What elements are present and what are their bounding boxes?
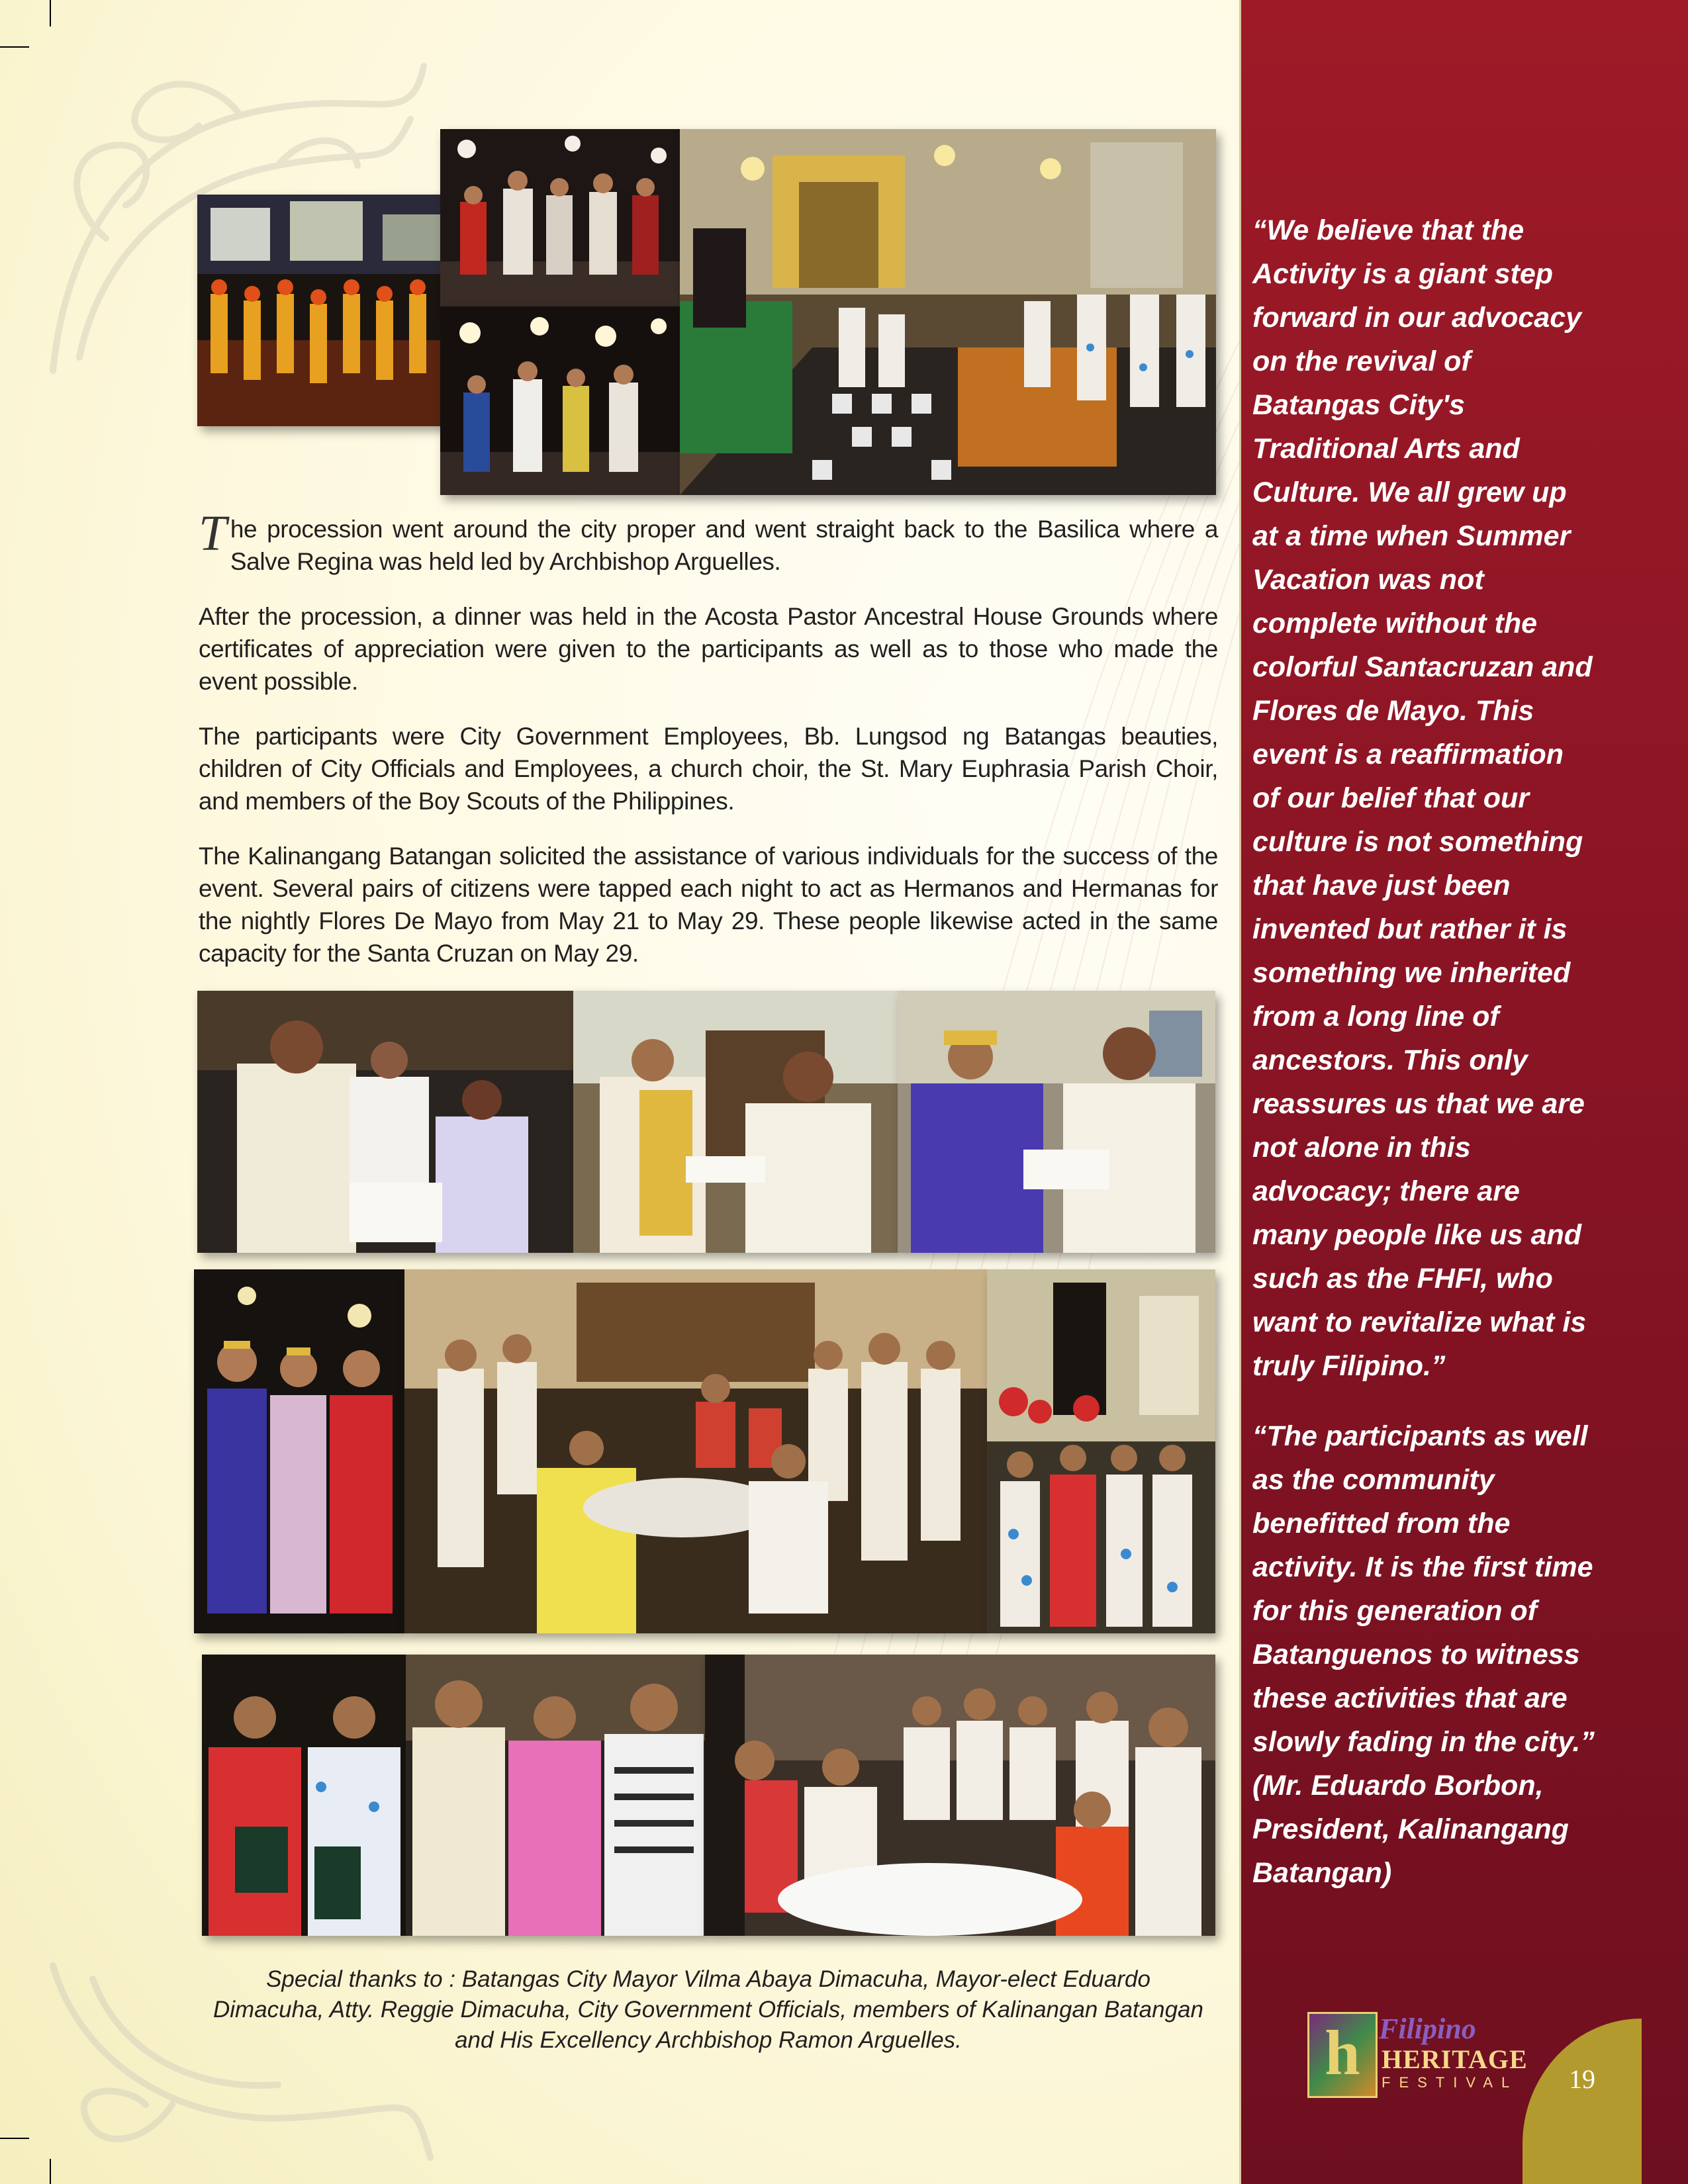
officials-standing-photo [406,1655,705,1936]
certificate-handover-photo-2 [573,991,898,1253]
article-paragraph-4: The Kalinangang Batangan solicited the assistance of various individuals for the success of the event. Several pairs of citizens were tapped each night to act as Hermanos and Hermanas for the nightly Flores De Mayo from May 21 to May 29. These people likewise acted in the same capacity for the Santa Cruzan on May 29. [199,842,1218,967]
article-paragraph-1-text: he procession went around the city proper and went straight back to the Basilica where a Salve Regina was held led by Archbishop Arguelles. [230,516,1218,575]
special-thanks-caption: Special thanks to : Batangas City Mayor Vilma Abaya Dimacuha, Mayor-elect Eduardo Dimacuha, Atty. Reggie Dimacuha, City Government Officials, members of Kalinangan Batangan and His Excellency Archbishop Ramon Arguelles. [213,1966,1203,2053]
article-paragraph-1 [199,506,1218,578]
quote-2: “The participants as well as the community benefitted from the activity. It is the first time for this generation of Batanguenos to witness these activities that are slowly fading in the city.” (Mr. Eduardo Borbon, President, Kalinangang Batangan) [1252,1420,1595,1889]
night-procession-costumes-photo [440,129,680,306]
night-procession-torches-photo [440,306,680,495]
street-procession-band-photo [197,195,449,426]
certificate-handover-photo-1 [197,991,573,1253]
drop-cap: T [199,506,226,561]
crop-mark [50,0,51,26]
dinner-table-group-photo [705,1655,1215,1936]
article-paragraph-2: After the procession, a dinner was held in the Acosta Pastor Ancestral House Grounds where certificates of appreciation were given to the participants as well as to those who made the event possible. [199,603,1218,695]
dinner-group-photo [404,1269,987,1633]
article-paragraph-3: The participants were City Government Employees, Bb. Lungsod ng Batangas beauties, children of City Officials and Employees, a church choir, the St. Mary Euphrasia Parish Choir, and members of the Boy Scouts of the Philippines. [199,723,1218,815]
logo-line-2: HERITAGE [1382,2044,1528,2074]
filipino-heritage-festival-logo [1307,2012,1532,2098]
crop-mark [0,46,29,48]
logo-line-1: Filipino [1379,2013,1476,2045]
basilica-interior-service-photo [680,129,1216,495]
church-altar-group-photo [987,1269,1215,1633]
logo-h-mark-icon: h [1307,2012,1378,2098]
crop-mark [0,2138,29,2139]
article-body [199,506,1218,992]
page-number: 19 [1569,2064,1595,2094]
crop-mark [50,2159,51,2184]
quote-1: “We believe that the Activity is a giant step forward in our advocacy on the revival of Batangas City's Traditional Arts and Culture. We all grew up at a time when Summer Vacation was not complete without the colorful Santacruzan and Flores de Mayo. This event is a reaffirmation of our belief that our culture is not something that have just been invented but rather it is something we inherited from a long line of ancestors. This only reassures us that we are not alone in this advocacy; there are many people like us and such as the FHFI, who want to revitalize what is truly Filipino.” [1252,214,1593,1382]
costumed-ladies-photo [194,1269,404,1633]
quote-block [1252,208,1597,1921]
logo-line-3: FESTIVAL [1382,2074,1519,2091]
certificate-handover-photo-3 [898,991,1215,1253]
ladies-with-certificates-photo [202,1655,406,1936]
